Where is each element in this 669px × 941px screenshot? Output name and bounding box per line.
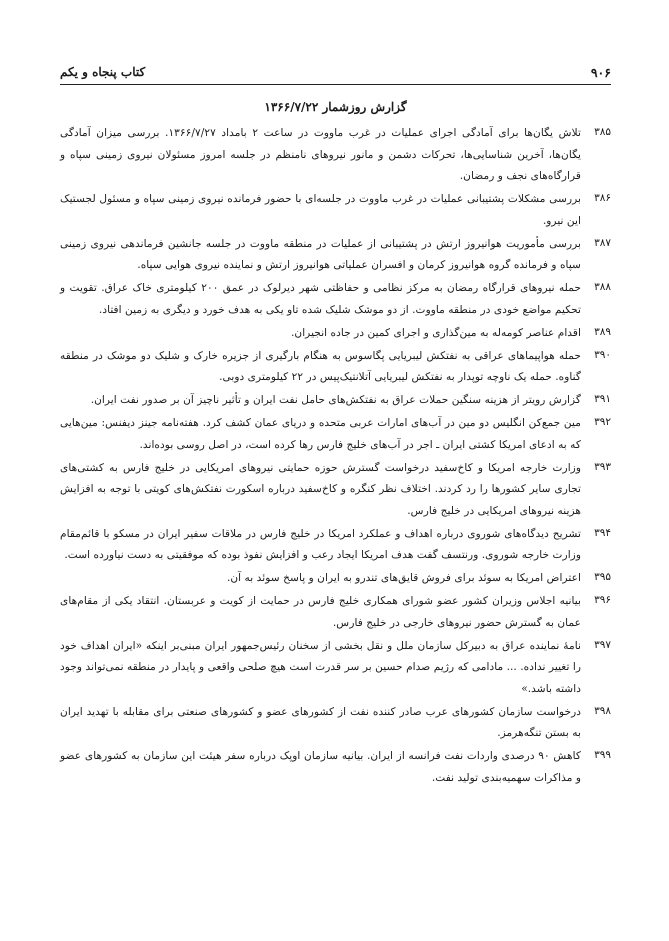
entry	[60, 188, 611, 231]
entry-text: وزارت خارجه امریکا و کاخ‌سفید درخواست گسترش حوزه حمایتی نیروهای امریکایی در خلیج فارس به کشتی‌های تجاری سایر کشورها را رد کردند. اختلاف نظر کنگره و کاخ‌سفید درباره اسکورت نفتکش‌های کویتی با توجه به افزایش هزینه نیروهای امریکایی در خلیج فارس.	[60, 460, 581, 517]
entry-number: ۳۹۰	[594, 348, 611, 361]
page-number: ۹۰۶	[590, 65, 611, 80]
entry	[60, 701, 611, 744]
entry	[60, 523, 611, 566]
entry-number: ۳۹۴	[594, 526, 611, 539]
entry-text: بررسی مشکلات پشتیبانی عملیات در غرب ماووت در جلسه‌ای با حضور فرمانده نیروی زمینی سپاه و مسئول لجستیک این نیرو.	[60, 192, 581, 227]
entry-text: حمله هواپیماهای عراقی به نفتکش لیبریایی پگاسوس به هنگام بارگیری از جزیره خارک و شلیک دو موشک در منطقه گناوه. حمله یک ناوچه توپدار به نفتکش لیبریایی آتلانتیک‌پیس در ۲۲ کیلومتری دوبی.	[60, 348, 581, 383]
entry	[60, 122, 611, 187]
entry	[60, 389, 611, 411]
entry-text: تلاش یگان‌ها برای آمادگی اجرای عملیات در غرب ماووت در ساعت ۲ بامداد ۱۳۶۶/۷/۲۷. بررسی میزان آمادگی یگان‌ها، آخرین شناسایی‌ها، تحرکات دشمن و مانور نیروهای نامنظم در جلسه امروز مسئولان نیروی زمینی سپاه و قرارگاه‌های نجف و رمضان.	[60, 126, 582, 182]
entry	[60, 590, 611, 633]
entry	[60, 233, 611, 276]
entry-text: مین جمع‌کن انگلیس دو مین در آب‌های امارات عربی متحده و دریای عمان کشف کرد. هفته‌نامه جینز دیفنس: مین‌هایی که به ادعای امریکا کشتی ایران ـ اجر در آب‌های خلیج فارس رها کرده است، در اصل روسی بوده‌اند.	[60, 416, 581, 451]
entry	[60, 457, 611, 522]
entry-text: حمله نیروهای قرارگاه رمضان به مرکز نظامی و حفاظتی شهر دیرلوک در عمق ۲۰۰ کیلومتری خاک عراق. تقویت و تحکیم مواضع خودی در منطقه ماووت. از دو موشک شلیک شده تاو یکی به هدف خورد و دیگری به زمین افتاد.	[60, 281, 582, 316]
entry-text: اعتراض امریکا به سوئد برای فروش قایق‌های تندرو به ایران و پاسخ سوئد به آن.	[226, 571, 581, 584]
entry-number: ۳۹۷	[594, 638, 611, 651]
entry	[60, 412, 611, 455]
entry	[60, 635, 611, 700]
entry-text: نامهٔ نماینده عراق به دبیرکل سازمان ملل و نقل بخشی از سخنان رئیس‌جمهور ایران مبنی‌بر اینکه «ایران اهداف خود را تغییر نداده. ... مادامی که رژیم صدام حسین بر سر قدرت است هیچ صلحی واقعی و پایدار در منطقه نمی‌تواند وجود داشته باشد.»	[60, 638, 581, 695]
entry-list	[60, 122, 611, 790]
entry	[60, 745, 611, 788]
entry-number: ۳۸۹	[594, 325, 611, 338]
entry-number: ۳۹۳	[594, 460, 611, 473]
entry-number: ۳۹۸	[594, 704, 611, 717]
entry-text: بیانیه اجلاس وزیران کشور عضو شورای همکاری خلیج فارس در حمایت از کویت و عربستان. انتقاد یکی از مقام‌های عمان به گسترش حضور نیروهای خارجی در خلیج فارس.	[60, 594, 581, 629]
entry-text: گزارش رویتر از هزینه سنگین حملات عراق به نفتکش‌های حامل نفت ایران و تأثیر ناچیز آن بر صدور نفت ایران.	[90, 393, 581, 406]
entry-text: بررسی مأموریت هوانیروز ارتش در پشتیبانی از عملیات در منطقه ماووت در جلسه جانشین فرماندهی نیروی زمینی سپاه و فرمانده گروه هوانیروز کرمان و افسران عملیاتی هوانیروز ارتش و نماینده نیروی هوایی سپاه.	[60, 236, 581, 271]
entry	[60, 567, 611, 589]
entry-number: ۳۸۷	[594, 236, 611, 249]
entry	[60, 322, 611, 344]
entry-number: ۳۸۸	[594, 281, 611, 293]
entry-text: درخواست سازمان کشورهای عرب صادر کننده نفت از کشورهای عضو و کشورهای صنعتی برای مقابله با تهدید ایران به بستن تنگه‌هرمز.	[60, 704, 581, 739]
entry-number: ۳۸۶	[594, 192, 611, 204]
entry-text: کاهش ۹۰ درصدی واردات نفت فرانسه از ایران. بیانیه سازمان اوپک درباره سفر هیئت این سازمان به کشورهای عضو و مذاکرات سهمیه‌بندی تولید نفت.	[60, 749, 581, 784]
entry-number: ۳۹۱	[594, 393, 611, 405]
book-title: کتاب پنجاه و یکم	[60, 65, 146, 79]
page-header	[60, 62, 611, 85]
entry-number: ۳۹۵	[594, 571, 611, 583]
entry	[60, 345, 611, 388]
report-title: گزارش روزشمار ۱۳۶۶/۷/۲۲	[264, 100, 407, 114]
entry-number: ۳۹۲	[594, 416, 611, 428]
entry-number: ۳۹۹	[594, 749, 611, 761]
entry-text: اقدام عناصر کومه‌له به مین‌گذاری و اجرای کمین در جاده انجیران.	[290, 325, 581, 339]
entry-text: تشریح دیدگاه‌های شوروی درباره اهداف و عملکرد امریکا در خلیج فارس در ملاقات سفیر ایران در مسکو با قائم‌مقام وزارت خارجه شوروی. ورنتسف گفت هدف امریکا ایجاد رعب و افزایش نفوذ بوده که موفقیتی به دست نیاورده است.	[60, 526, 581, 561]
entry	[60, 277, 611, 320]
entry-number: ۳۹۶	[594, 594, 611, 606]
entry-number: ۳۸۵	[594, 126, 611, 138]
